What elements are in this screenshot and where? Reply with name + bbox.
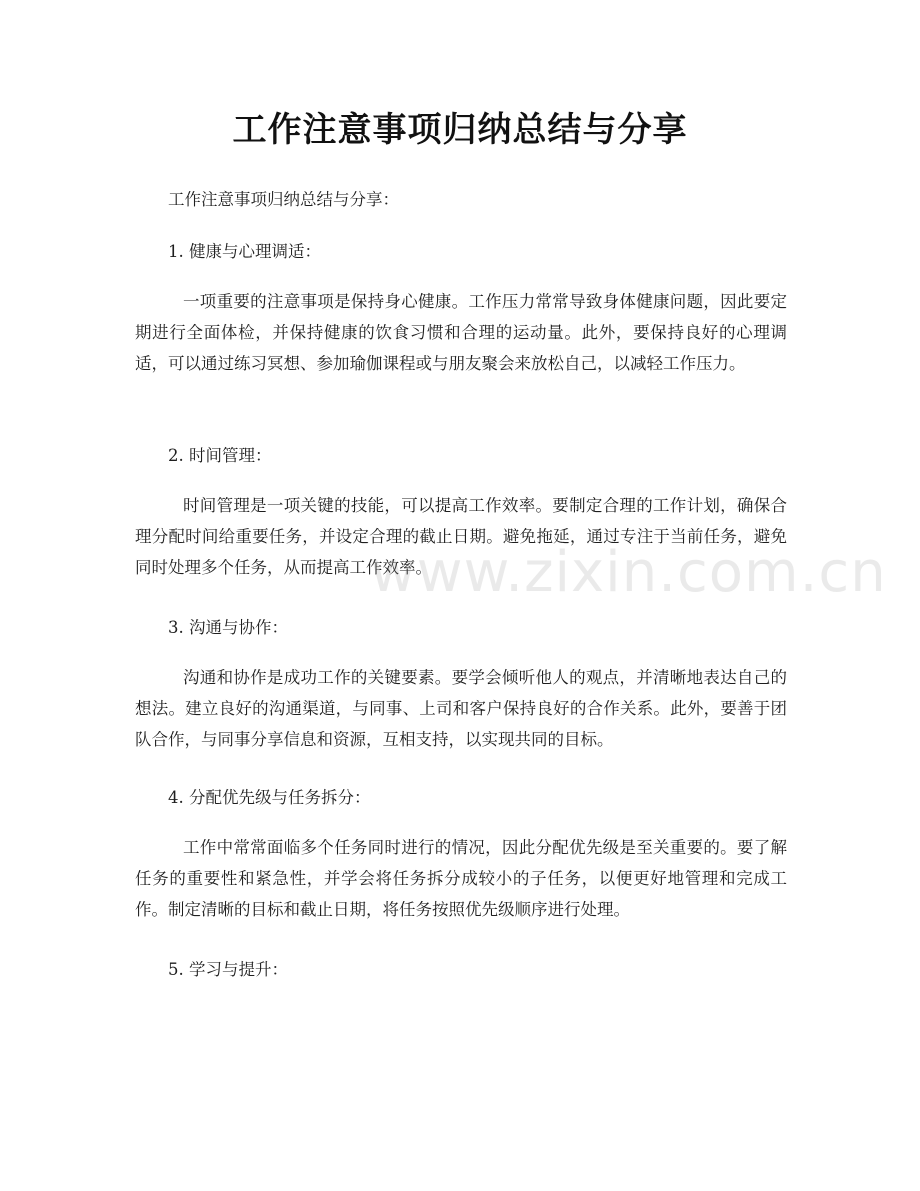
watermark-text: www.zixin.com.cn xyxy=(370,540,887,605)
document-title: 工作注意事项归纳总结与分享 xyxy=(232,110,688,150)
section-heading-5: 5. 学习与提升： xyxy=(168,960,288,979)
section-heading-3: 3. 沟通与协作： xyxy=(168,618,288,637)
section-heading-4: 4. 分配优先级与任务拆分： xyxy=(168,788,371,807)
section-body-1: 一项重要的注意事项是保持身心健康。工作压力常常导致身体健康问题，因此要定期进行全面体检，并保持健康的饮食习惯和合理的运动量。此外，要保持良好的心理调适，可以通过练习冥想、参加瑜伽课程或与朋友聚会来放松自己，以减轻工作压力。 xyxy=(135,292,787,373)
section-body-4: 工作中常常面临多个任务同时进行的情况，因此分配优先级是至关重要的。要了解任务的重要性和紧急性，并学会将任务拆分成较小的子任务，以便更好地管理和完成工作。制定清晰的目标和截止日期，将任务按照优先级顺序进行处理。 xyxy=(135,838,787,919)
section-heading-2: 2. 时间管理： xyxy=(168,446,272,465)
section-body-3: 沟通和协作是成功工作的关键要素。要学会倾听他人的观点，并清晰地表达自己的想法。建立良好的沟通渠道，与同事、上司和客户保持良好的合作关系。此外，要善于团队合作，与同事分享信息和资源，互相支持，以实现共同的目标。 xyxy=(135,668,787,749)
section-body-2: 时间管理是一项关键的技能，可以提高工作效率。要制定合理的工作计划，确保合理分配时间给重要任务，并设定合理的截止日期。避免拖延，通过专注于当前任务，避免同时处理多个任务，从而提高工作效率。 xyxy=(135,496,787,577)
intro-line: 工作注意事项归纳总结与分享： xyxy=(168,190,399,209)
section-heading-1: 1. 健康与心理调适： xyxy=(168,242,321,261)
